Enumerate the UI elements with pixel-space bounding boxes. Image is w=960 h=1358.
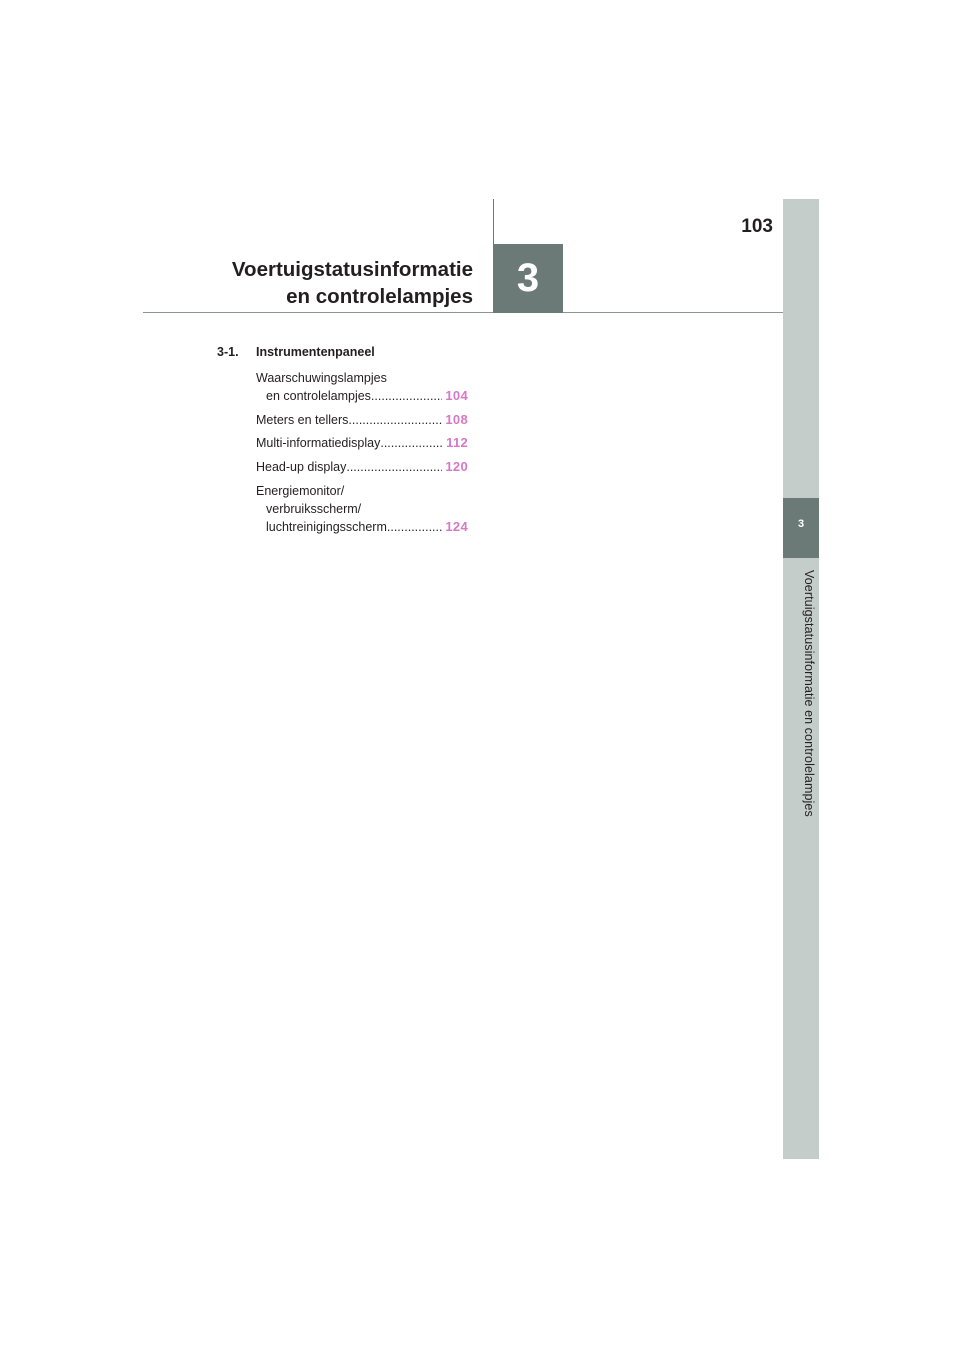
toc-section-heading[interactable] [217, 345, 375, 359]
header-vertical-rule [493, 199, 494, 245]
toc-entry-page[interactable]: 120 [445, 459, 468, 474]
toc-entry-page[interactable]: 112 [446, 435, 468, 450]
page-number: 103 [741, 216, 773, 237]
toc-entry-multi-info-display[interactable] [256, 434, 468, 452]
toc-entry-label: Energiemonitor/ [256, 484, 345, 498]
toc-leader-dots [348, 411, 442, 429]
toc-entry-page[interactable]: 104 [445, 388, 468, 403]
chapter-number: 3 [516, 256, 540, 300]
toc-entry-label: Waarschuwingslampjes [256, 371, 387, 385]
toc-entry-label: en controlelampjes [266, 389, 371, 403]
toc-section-title: Instrumentenpaneel [256, 345, 375, 359]
toc-section-number: 3-1. [217, 345, 239, 359]
side-tab-label: Voertuigstatusinformatie en controlelampjes [802, 570, 816, 817]
toc-entry-label: Multi-informatiedisplay [256, 436, 381, 450]
toc-entry-label: verbruiksscherm/ [266, 502, 362, 516]
chapter-title-line-2: en controlelampjes [286, 285, 473, 308]
toc-leader-dots [346, 458, 442, 476]
toc-entry-page[interactable]: 108 [445, 412, 468, 427]
toc-leader-dots [380, 434, 443, 452]
side-tab-number: 3 [797, 518, 805, 530]
toc-leader-dots [371, 387, 442, 405]
toc-leader-dots [387, 518, 443, 536]
toc-entry-page[interactable]: 124 [445, 519, 468, 534]
chapter-title-line-1: Voertuigstatusinformatie [231, 258, 473, 281]
toc-entry-label: luchtreinigingsscherm [266, 520, 387, 534]
toc-entry-energy-monitor[interactable] [256, 482, 468, 536]
toc-entry-head-up-display[interactable] [256, 458, 468, 476]
toc-entry-label: Head-up display [256, 460, 347, 474]
chapter-title [180, 256, 473, 310]
header-horizontal-rule [143, 312, 783, 313]
toc-entry-label: Meters en tellers [256, 413, 349, 427]
toc-entry-warning-lights[interactable] [256, 369, 468, 405]
toc-entry-meters[interactable] [256, 411, 468, 429]
